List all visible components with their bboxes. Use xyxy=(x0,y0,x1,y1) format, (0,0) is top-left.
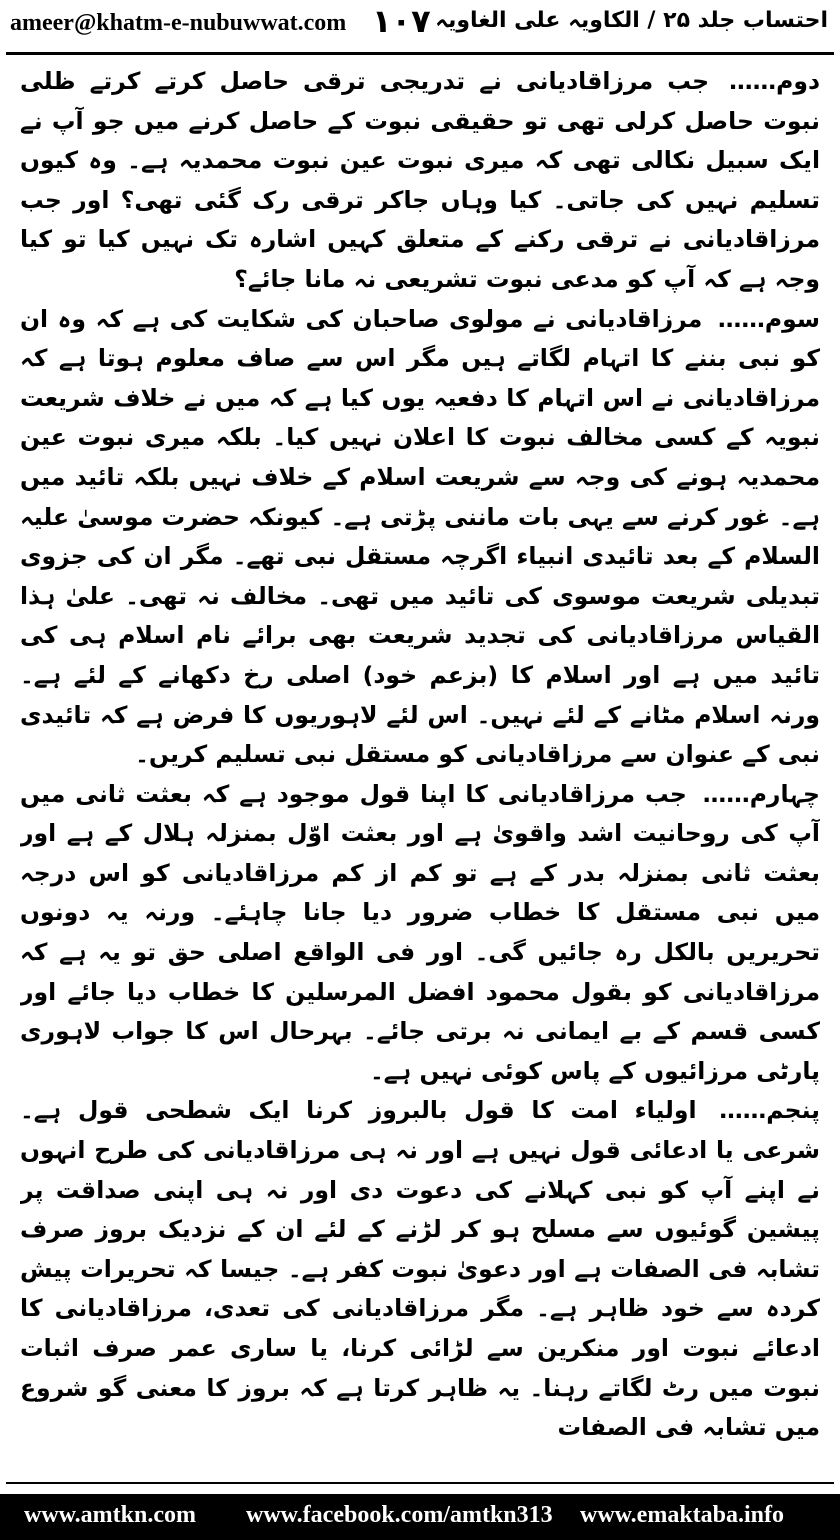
header-divider xyxy=(6,52,834,55)
paragraph-panjum xyxy=(20,1091,820,1447)
footer-link-emaktaba[interactable]: www.emaktaba.info xyxy=(580,1502,785,1528)
paragraph-label: پنجم…… xyxy=(719,1096,820,1125)
footer-bar xyxy=(0,1494,840,1540)
paragraph-som xyxy=(20,300,820,775)
paragraph-label: دوم…… xyxy=(729,67,820,95)
page-header xyxy=(0,0,840,52)
paragraph-text: جب مرزاقادیانی کا اپنا قول موجود ہے کہ بعثت ثانی میں آپ کی روحانیت اشد واقویٰ ہے اور بعثت اوّل بمنزلہ ہلال کے ہے اور بعثت ثانی بمنزلہ بدر کے ہے تو کم از کم مرزاقادیانی کو اس درجہ میں نبی مستقل کا خطاب ضرور دیا جانا چاہئے۔ ورنہ یہ دونوں تحریریں بالکل رہ جائیں گی۔ اور فی الواقع اصلی حق تو یہ ہے کہ مرزاقادیانی کو بقول محمود افضل المرسلین کا خطاب دیا جائے اور کسی قسم کے بے ایمانی نہ برتی جائے۔ بہرحال اس کا جواب لاہوری پارٹی مرزائیوں کے پاس کوئی نہیں ہے۔ xyxy=(20,779,820,1085)
page-body xyxy=(20,62,820,1460)
paragraph-chaharum xyxy=(20,775,820,1092)
paragraph-dom xyxy=(20,62,820,300)
paragraph-text: اولیاء امت کا قول بالبروز کرنا ایک شطحی قول ہے۔ شرعی یا ادعائی قول نہیں ہے اور نہ ہی مرزاقادیانی کی طرح انہوں نے اپنے آپ کو نبی کہلانے کی دعوت دی اور نہ ہی اپنی صداقت پر پیشین گوئیوں سے مسلح ہو کر لڑنے کے لئے ان کے نزدیک بروز صرف تشابہ فی الصفات ہے اور دعویٰ نبوت کفر ہے۔ جیسا کہ تحریرات پیش کردہ سے خود ظاہر ہے۔ مگر مرزاقادیانی کی تعدی، مرزاقادیانی کا ادعائے نبوت اور منکرین سے لڑائی کرنا، یا ساری عمر صرف اثبات نبوت میں رٹ لگاتے رہنا۔ یہ ظاہر کرتا ہے کہ بروز کا معنی گو شروع میں تشابہ فی الصفات xyxy=(20,1096,820,1442)
book-title: احتساب جلد ۲۵ / الکاویہ علی الغاویہ xyxy=(435,8,828,33)
footer-link-amtkn[interactable]: www.amtkn.com xyxy=(24,1502,196,1528)
footer-link-facebook[interactable]: www.facebook.com/amtkn313 xyxy=(246,1502,553,1528)
header-email[interactable]: ameer@khatm-e-nubuwwat.com xyxy=(10,10,347,36)
page-number: ۱۰۷ xyxy=(372,2,431,40)
paragraph-label: سوم…… xyxy=(717,304,820,333)
paragraph-text: جب مرزاقادیانی نے تدریجی ترقی حاصل کرتے کرتے ظلی نبوت حاصل کرلی تھی تو حقیقی نبوت کے حاصل کرنے میں جو آپ نے ایک سبیل نکالی تھی کہ میری نبوت عین نبوت محمدیہ ہے۔ وہ کیوں تسلیم نہیں کی جاتی۔ کیا وہاں جاکر ترقی رک گئی تھی؟ اور جب مرزاقادیانی نے ترقی رکنے کے متعلق کہیں اشارہ تک نہیں کیا تو کیا وجہ ہے کہ آپ کو مدعی نبوت تشریعی نہ مانا جائے؟ xyxy=(20,67,820,293)
paragraph-text: مرزاقادیانی نے مولوی صاحبان کی شکایت کی ہے کہ وہ ان کو نبی بننے کا اتہام لگاتے ہیں مگر اس سے صاف معلوم ہوتا ہے کہ مرزاقادیانی نے اس اتہام کا دفعیہ یوں کیا ہے کہ میں نے خلاف شریعت نبویہ کے کسی مخالف نبوت کا اعلان نہیں کیا۔ بلکہ میری نبوت عین محمدیہ ہونے کی وجہ سے شریعت اسلام کے خلاف نہیں بلکہ تائید میں ہے۔ غور کرنے سے یہی بات ماننی پڑتی ہے۔ کیونکہ حضرت موسیٰ علیہ السلام کے بعد تائیدی انبیاء اگرچہ مستقل نبی تھے۔ مگر ان کی جزوی تبدیلی شریعت موسوی کی تائید میں تھی۔ مخالف نہ تھی۔ علیٰ ہذا القیاس مرزاقادیانی کی تجدید شریعت بھی برائے نام اسلام ہی کی تائید میں ہے اور اسلام کا (بزعم خود) اصلی رخ دکھانے کے لئے ہے۔ ورنہ اسلام مٹانے کے لئے نہیں۔ اس لئے لاہوریوں کا فرض ہے کہ تائیدی نبی کے عنوان سے مرزاقادیانی کو مستقل نبی تسلیم کریں۔ xyxy=(20,304,820,769)
paragraph-label: چہارم…… xyxy=(702,779,820,808)
